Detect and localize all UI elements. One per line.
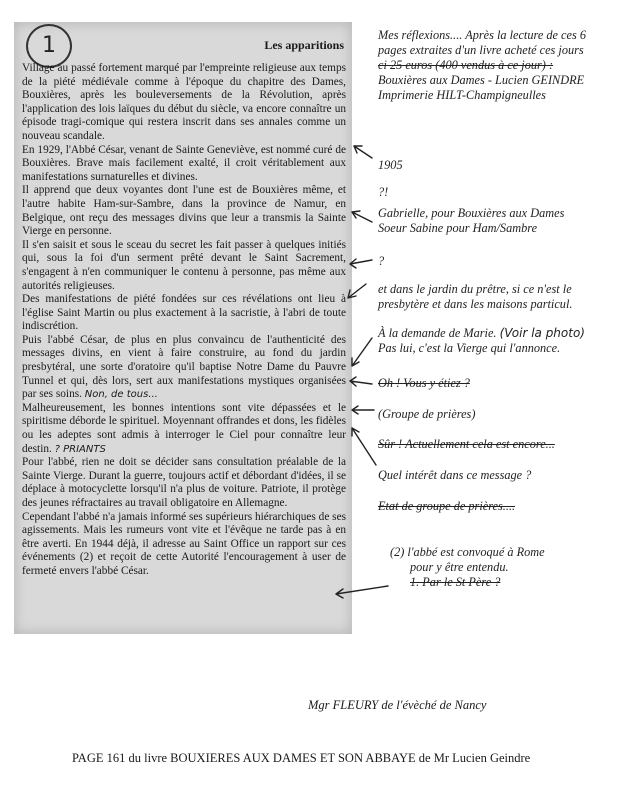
book-paragraph-1: Village au passé fortement marqué par l'empreinte religieuse aux temps de la piété médiévale comme à l'époque du chapitre des Dames, Bouxières, après les bouleversements de la Révolution, après l'application des lois laïques du début du siècle, va encore connaître un épisode tragi-comique qui restera inscrit dans ses annales comme un nouveau scandale. <box>22 62 346 142</box>
note-oh-vous-y-etiez: Oh ! Vous y étiez ? <box>378 376 470 390</box>
note-etat-groupe: Etat de groupe de prières.... <box>378 499 516 513</box>
book-paragraph-4: Il s'en saisit et sous le sceau du secret les fait passer à quelques initiés qui, sous la foi d'un serment prêté devant le Saint Sacrement, s'engagent à n'en communiquer le contenu à personne, pas même aux autorités religieuses. <box>22 238 346 292</box>
page-number-mark: 1 <box>26 24 72 68</box>
book-section-title: Les apparitions <box>264 38 344 52</box>
note-1905: 1905 <box>378 158 403 172</box>
arrow-groupe <box>352 406 374 414</box>
note-question: ? <box>378 254 385 268</box>
arrow-1905 <box>354 146 372 158</box>
note-gabrielle: Gabrielle, pour Bouxières aux Dames Soeur Sabine pour Ham/Sambre <box>378 206 565 235</box>
handwritten-voir-photo: (Voir la photo) <box>499 326 585 340</box>
arrow-interet <box>352 428 376 465</box>
arrow-oh <box>350 377 372 386</box>
book-paragraph-6: Puis l'abbé César, de plus en plus convaincu de l'authenticité des messages divins, en vient à faire construire, au fond du jardin presbytéral, une sorte d'oratoire qu'il baptise Notre Dame du Pauvre Tunnel et qui, dès lors, sert aux manifestations mystiques organisées par ses soins. Non, de tous... <box>22 333 346 401</box>
note-marie: À la demande de Marie. (Voir la photo) Pas lui, c'est la Vierge qui l'annonce. <box>378 326 585 355</box>
note-question-exclamation: ?! <box>378 185 389 199</box>
note-quel-interet: Quel intérêt dans ce message ? <box>378 468 532 482</box>
note-jardin: et dans le jardin du prêtre, si ce n'est le presbytère et dans les maisons particul. <box>378 282 573 311</box>
handwritten-non-de-tous: Non, de tous... <box>84 389 158 401</box>
arrow-marie <box>352 338 372 366</box>
book-paragraph-5: Des manifestations de piété fondées sur ces révélations ont lieu à l'église Saint Martin ou plus exactement à la sacristie, à l'abri de toute indiscrétion. <box>22 293 346 333</box>
book-paragraph-7: Malheureusement, les bonnes intentions sont vite dépassées et le spiritisme déborde le spirituel. Moyennant offrandes et dons, les fidèles ou les adeptes sont admis à interroger le Ciel pour connaître leur destin. ? PRIANTS <box>22 401 346 455</box>
book-paragraph-9: Cependant l'abbé n'a jamais informé ses supérieurs hiérarchiques de ses agissements. Mais les rumeurs vont vite et l'évêque ne tarde pas à en être averti. En 1944 déjà, il adresse au Saint Office un rapport sur ces événements (2) et reçoit de cette Autorité l'encouragement à user de fermeté envers l'abbé César. <box>22 510 346 577</box>
intro-reflections: Mes réflexions.... Après la lecture de ces 6 pages extraites d'un livre acheté ces jours ci 25 euros (400 vendus à ce jour) : Bouxières aux Dames - Lucien GEINDRE Imprimerie HILT-Champigneulles <box>378 28 586 102</box>
arrow-question <box>350 259 372 268</box>
book-paragraph-8: Pour l'abbé, rien ne doit se décider sans consultation préalable de la Sainte Vierge. Durant la guerre, toujours actif et débordant d'idées, il se déplace à motocyclette lorsqu'il n'a plus de voiture. Patriote, il protège des jeunes réfractaires au travail obligatoire en Allemagne. <box>22 456 346 509</box>
note-sur-actuellement: Sûr ! Actuellement cela est encore... <box>378 437 555 451</box>
arrow-gabrielle <box>352 211 372 222</box>
handwritten-priants: ? PRIANTS <box>54 443 106 455</box>
arrow-rome <box>336 586 388 598</box>
note-groupe-prieres: (Groupe de prières) <box>378 407 476 421</box>
note-rome: (2) l'abbé est convoqué à Rome pour y être entendu. 1. Par le St Père ? <box>390 545 545 589</box>
arrow-jardin <box>348 284 366 298</box>
page-caption: PAGE 161 du livre BOUXIERES AUX DAMES ET SON ABBAYE de Mr Lucien Geindre <box>72 751 531 765</box>
book-paragraph-3: Il apprend que deux voyantes dont l'une est de Bouxières même, et l'autre habite Ham-sur-Sambre, dans la province de Namur, en Belgique, ont reçu des messages divins que leur a transmis la Sainte Vierge en personne. <box>22 184 346 238</box>
signature-line: Mgr FLEURY de l'évèché de Nancy <box>308 698 487 712</box>
book-paragraph-2: En 1929, l'Abbé César, venant de Sainte Geneviève, est nommé curé de Bouxières. Brave mais facilement exalté, il croit véritablement aux manifestations surnaturelles et divines. <box>22 143 346 183</box>
